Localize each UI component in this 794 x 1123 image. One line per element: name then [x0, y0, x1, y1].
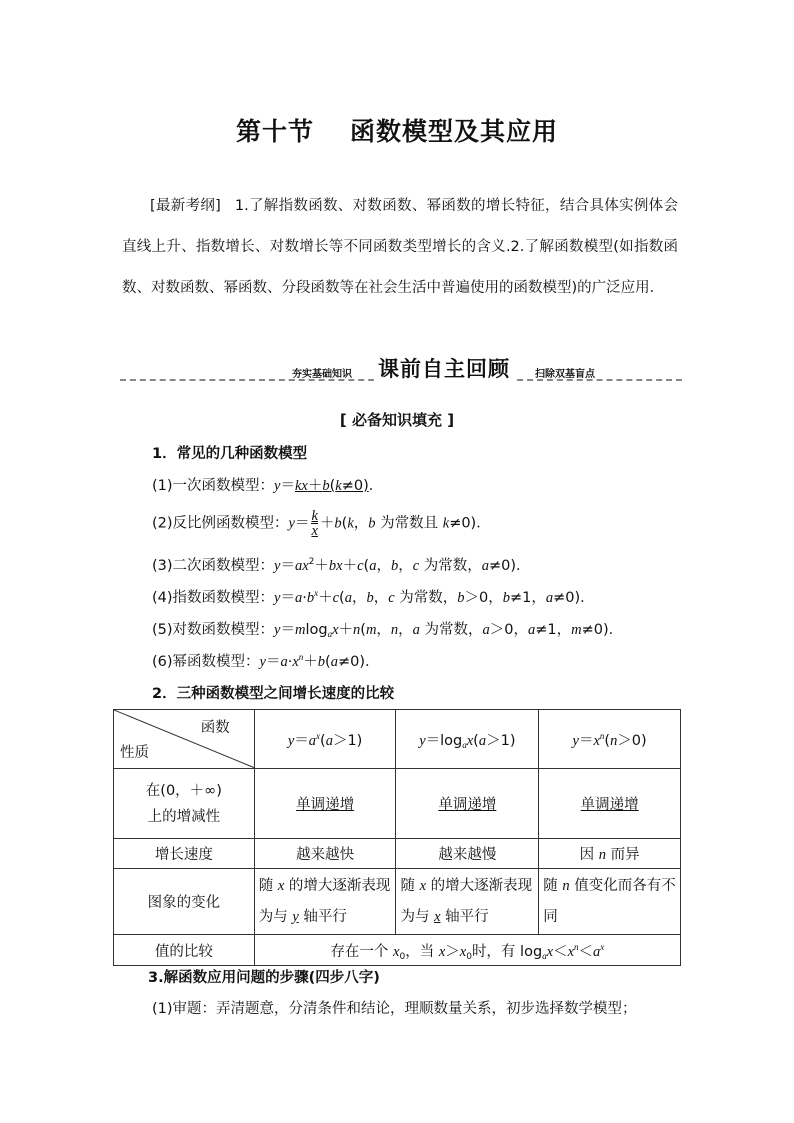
syllabus-tag: [最新考纲]: [150, 198, 221, 214]
header-exponential: $y=a^x(a>1)$: [254, 710, 396, 769]
cell-power-monotonicity: 单调递增: [539, 769, 681, 839]
model-inverse: (2)反比例函数模型：y＝ $\frac{k}{x}$ ＋b(k，b 为常数且 k≠0)．: [152, 508, 491, 539]
model-logarithmic: (5)对数函数模型：y＝mlog$_a$x＋n(m，n，a 为常数，a＞0，a≠1，m≠0)．: [152, 622, 624, 639]
fraction-k-over-x: $\frac{k}{x}$: [311, 508, 318, 539]
banner-left-text: 夯实基础知识: [292, 369, 352, 380]
syllabus-text: 1.了解指数函数、对数函数、幂函数的增长特征，结合具体实例体会直线上升、指数增长、对数增长等不同函数类型增长的含义.2.了解函数模型(如指数函数、对数函数、幂函数、分段函数等在社会生活中普遍使用的函数模型)的广泛应用．: [122, 198, 678, 296]
cell-value-compare: 存在一个 $x_0$，当 $x>x_0$时，有 $\log_ax<x^n<a^x$: [254, 935, 680, 966]
header-power: $y=x^n(n>0)$: [539, 710, 681, 769]
row-label-growth-rate: 增长速度: [114, 839, 255, 869]
knowledge-subheading: [ 必备知识填充 ]: [339, 411, 455, 429]
table-corner-cell: [114, 710, 255, 769]
section1-heading: 1．常见的几种函数模型: [152, 446, 308, 462]
table-row: [114, 869, 681, 935]
cell-exp-graph: 随 x 的增大逐渐表现为与 y 轴平行: [254, 869, 396, 935]
table-row: [114, 710, 681, 769]
banner-main-text: 课前自主回顾: [374, 353, 514, 383]
row-label-graph-change: 图象的变化: [114, 869, 255, 935]
cell-log-monotonicity: 单调递增: [396, 769, 539, 839]
cell-exp-growth: 越来越快: [254, 839, 396, 869]
corner-label-function: 函数: [200, 720, 230, 736]
table-row: [114, 839, 681, 869]
model-exponential: (4)指数函数模型：$y=a\cdot b^x+c(a$，b，c 为常数，b＞0，b≠1，a≠0)．: [152, 588, 595, 606]
cell-log-graph: 随 x 的增大逐渐表现为与 x 轴平行: [396, 869, 539, 935]
row-label-value-compare: 值的比较: [114, 935, 255, 966]
syllabus-paragraph: [122, 186, 678, 309]
step-review: (1)审题：弄清题意，分清条件和结论，理顺数量关系，初步选择数学模型；: [152, 1001, 637, 1017]
comparison-table: [113, 709, 681, 966]
cell-exp-monotonicity: 单调递增: [254, 769, 396, 839]
model-power: (6)幂函数模型：$y=a\cdot x^n+b(a\ne 0)$．: [152, 652, 380, 670]
title-part2: 函数模型及其应用: [350, 119, 559, 146]
table-row: [114, 769, 681, 839]
title-part1: 第十节: [235, 119, 314, 146]
cell-log-growth: 越来越慢: [396, 839, 539, 869]
model-quadratic: (3)二次函数模型：$y=ax^2+bx+c(a$，b，c 为常数，a≠0)．: [152, 557, 531, 574]
section-banner: [120, 353, 682, 383]
model-linear: (1)一次函数模型：y＝kx＋b(k≠0)．: [152, 478, 384, 494]
table-row: [114, 935, 681, 966]
section3-heading: 3.解函数应用问题的步骤(四步八字): [148, 970, 380, 986]
header-logarithmic: $y=\log_ax(a>1)$: [396, 710, 539, 769]
cell-power-graph: 随 n 值变化而各有不同: [539, 869, 681, 935]
row-label-monotonicity: 在(0，＋∞) 上的增减性: [114, 769, 255, 839]
cell-power-growth: 因 n 而异: [539, 839, 681, 869]
corner-label-property: 性质: [120, 745, 149, 761]
page-title: [0, 112, 794, 148]
banner-right-text: 扫除双基盲点: [535, 369, 595, 380]
section2-heading: 2．三种函数模型之间增长速度的比较: [152, 686, 395, 702]
